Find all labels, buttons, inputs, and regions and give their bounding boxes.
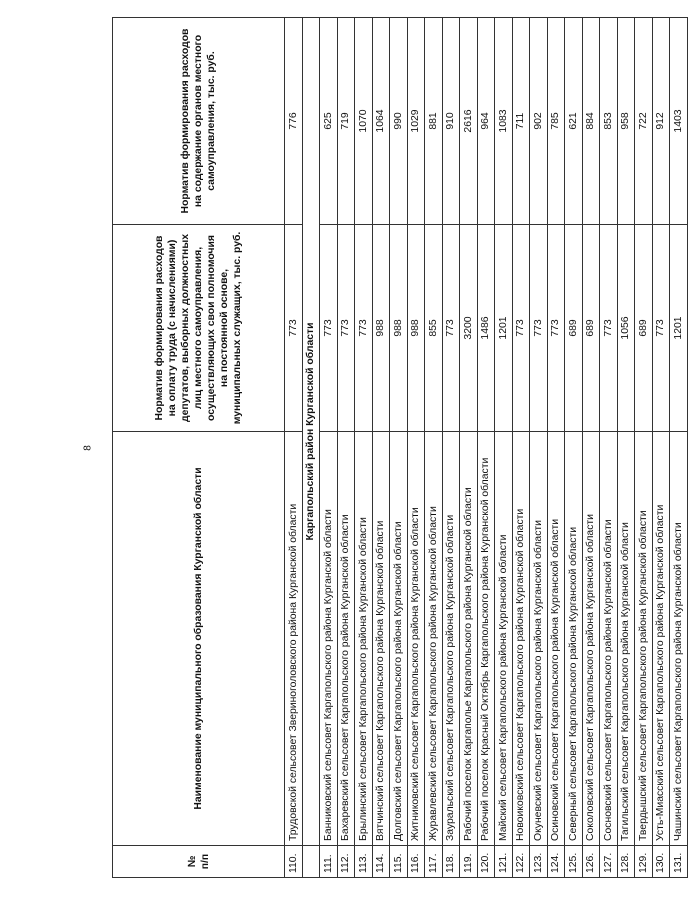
table-row bbox=[565, 18, 583, 878]
municipality-name: Трудовской сельсовет Звериноголовского района Курганской области bbox=[285, 432, 303, 846]
row-number: 125. bbox=[565, 846, 583, 878]
wage-norm-value: 773 bbox=[337, 225, 355, 432]
table-row bbox=[530, 18, 548, 878]
row-number: 117. bbox=[425, 846, 443, 878]
row-number: 126. bbox=[582, 846, 600, 878]
maintenance-norm-value: 1064 bbox=[372, 18, 390, 225]
row-number: 118. bbox=[442, 846, 460, 878]
wage-norm-value: 773 bbox=[320, 225, 338, 432]
wage-norm-value: 689 bbox=[582, 225, 600, 432]
table-row bbox=[285, 18, 303, 878]
maintenance-norm-value: 958 bbox=[617, 18, 635, 225]
section-row bbox=[302, 18, 320, 878]
maintenance-norm-value: 1029 bbox=[407, 18, 425, 225]
table-row bbox=[425, 18, 443, 878]
municipality-name: Сосновский сельсовет Каргапольского района Курганской области bbox=[600, 432, 618, 846]
municipality-name: Чашинский сельсовет Каргапольского района Курганской области bbox=[670, 432, 688, 846]
header-maintenance-norm: Норматив формирования расходов на содержание органов местного самоуправления, тыс. руб. bbox=[113, 18, 285, 225]
row-number: 114. bbox=[372, 846, 390, 878]
municipality-name: Тагильский сельсовет Каргапольского района Курганской области bbox=[617, 432, 635, 846]
table-row bbox=[337, 18, 355, 878]
table-row bbox=[512, 18, 530, 878]
municipality-name: Рабочий поселок Каргаполье Каргапольского района Курганской области bbox=[460, 432, 478, 846]
municipality-name: Усть-Миасский сельсовет Каргапольского района Курганской области bbox=[652, 432, 670, 846]
municipality-name: Долговский сельсовет Каргапольского района Курганской области bbox=[390, 432, 408, 846]
row-number: 113. bbox=[355, 846, 373, 878]
header-number: № п/п bbox=[113, 846, 285, 878]
page-number: 8 bbox=[82, 445, 94, 451]
table-row bbox=[390, 18, 408, 878]
row-number: 111. bbox=[320, 846, 338, 878]
municipality-name: Северный сельсовет Каргапольского района Курганской области bbox=[565, 432, 583, 846]
maintenance-norm-value: 910 bbox=[442, 18, 460, 225]
municipality-name: Майский сельсовет Каргапольского района Курганской области bbox=[495, 432, 513, 846]
row-number: 119. bbox=[460, 846, 478, 878]
row-number: 124. bbox=[547, 846, 565, 878]
row-number: 115. bbox=[390, 846, 408, 878]
table-row bbox=[355, 18, 373, 878]
wage-norm-value: 689 bbox=[565, 225, 583, 432]
wage-norm-value: 773 bbox=[355, 225, 373, 432]
wage-norm-value: 988 bbox=[407, 225, 425, 432]
table-row bbox=[407, 18, 425, 878]
maintenance-norm-value: 964 bbox=[477, 18, 495, 225]
maintenance-norm-value: 625 bbox=[320, 18, 338, 225]
table-row bbox=[372, 18, 390, 878]
table-row bbox=[582, 18, 600, 878]
wage-norm-value: 689 bbox=[635, 225, 653, 432]
wage-norm-value: 988 bbox=[390, 225, 408, 432]
wage-norm-value: 773 bbox=[547, 225, 565, 432]
maintenance-norm-value: 776 bbox=[285, 18, 303, 225]
maintenance-norm-value: 990 bbox=[390, 18, 408, 225]
row-number: 130. bbox=[652, 846, 670, 878]
row-number: 131. bbox=[670, 846, 688, 878]
municipality-name: Банниковский сельсовет Каргапольского района Курганской области bbox=[320, 432, 338, 846]
rotated-page bbox=[112, 18, 684, 878]
table-row bbox=[670, 18, 688, 878]
wage-norm-value: 773 bbox=[652, 225, 670, 432]
maintenance-norm-value: 621 bbox=[565, 18, 583, 225]
table-row bbox=[477, 18, 495, 878]
table-row bbox=[547, 18, 565, 878]
wage-norm-value: 855 bbox=[425, 225, 443, 432]
table-row bbox=[617, 18, 635, 878]
row-number: 123. bbox=[530, 846, 548, 878]
wage-norm-value: 1056 bbox=[617, 225, 635, 432]
maintenance-norm-value: 1070 bbox=[355, 18, 373, 225]
table-row bbox=[635, 18, 653, 878]
row-number: 116. bbox=[407, 846, 425, 878]
municipality-name: Новоиковский сельсовет Каргапольского района Курганской области bbox=[512, 432, 530, 846]
wage-norm-value: 1201 bbox=[670, 225, 688, 432]
municipality-name: Бахаревский сельсовет Каргапольского района Курганской области bbox=[337, 432, 355, 846]
row-number: 127. bbox=[600, 846, 618, 878]
table-row bbox=[600, 18, 618, 878]
municipality-name: Журавлевский сельсовет Каргапольского района Курганской области bbox=[425, 432, 443, 846]
table-row bbox=[495, 18, 513, 878]
municipality-name: Рабочий поселок Красный Октябрь Каргапольского района Курганской области bbox=[477, 432, 495, 846]
header-row bbox=[113, 18, 285, 878]
wage-norm-value: 3200 bbox=[460, 225, 478, 432]
maintenance-norm-value: 884 bbox=[582, 18, 600, 225]
maintenance-norm-value: 1403 bbox=[670, 18, 688, 225]
wage-norm-value: 773 bbox=[600, 225, 618, 432]
wage-norm-value: 773 bbox=[530, 225, 548, 432]
maintenance-norm-value: 902 bbox=[530, 18, 548, 225]
maintenance-norm-value: 785 bbox=[547, 18, 565, 225]
municipality-name: Брылинский сельсовет Каргапольского района Курганской области bbox=[355, 432, 373, 846]
row-number: 129. bbox=[635, 846, 653, 878]
table-row bbox=[652, 18, 670, 878]
header-wage-norm: Норматив формирования расходов на оплату труда (с начислениями) депутатов, выборных должностных лиц местного самоуправления, осуществляющих свои полномочия на постоянной основе, муниципальных служащих, тыс. руб. bbox=[113, 225, 285, 432]
wage-norm-value: 773 bbox=[442, 225, 460, 432]
row-number: 120. bbox=[477, 846, 495, 878]
table-row bbox=[442, 18, 460, 878]
wage-norm-value: 773 bbox=[512, 225, 530, 432]
maintenance-norm-value: 881 bbox=[425, 18, 443, 225]
maintenance-norm-value: 711 bbox=[512, 18, 530, 225]
maintenance-norm-value: 1083 bbox=[495, 18, 513, 225]
maintenance-norm-value: 853 bbox=[600, 18, 618, 225]
norms-table bbox=[112, 17, 688, 878]
section-title: Каргапольский район Курганской области bbox=[302, 18, 320, 846]
table-row bbox=[320, 18, 338, 878]
municipality-name: Зауральский сельсовет Каргапольского района Курганской области bbox=[442, 432, 460, 846]
municipality-name: Житниковский сельсовет Каргапольского района Курганской области bbox=[407, 432, 425, 846]
municipality-name: Осиновский сельсовет Каргапольского района Курганской области bbox=[547, 432, 565, 846]
row-number: 110. bbox=[285, 846, 303, 878]
row-number: 112. bbox=[337, 846, 355, 878]
municipality-name: Соколовский сельсовет Каргапольского района Курганской области bbox=[582, 432, 600, 846]
maintenance-norm-value: 719 bbox=[337, 18, 355, 225]
wage-norm-value: 1201 bbox=[495, 225, 513, 432]
municipality-name: Твердышский сельсовет Каргапольского района Курганской области bbox=[635, 432, 653, 846]
municipality-name: Вятчинский сельсовет Каргапольского района Курганской области bbox=[372, 432, 390, 846]
table-row bbox=[460, 18, 478, 878]
maintenance-norm-value: 2616 bbox=[460, 18, 478, 225]
row-number: 128. bbox=[617, 846, 635, 878]
wage-norm-value: 1486 bbox=[477, 225, 495, 432]
row-number: 121. bbox=[495, 846, 513, 878]
wage-norm-value: 988 bbox=[372, 225, 390, 432]
row-number: 122. bbox=[512, 846, 530, 878]
section-number-cell bbox=[302, 846, 320, 878]
municipality-name: Окуневский сельсовет Каргапольского района Курганской области bbox=[530, 432, 548, 846]
table-body bbox=[285, 18, 688, 878]
maintenance-norm-value: 912 bbox=[652, 18, 670, 225]
maintenance-norm-value: 722 bbox=[635, 18, 653, 225]
header-municipality-name: Наименование муниципального образования Курганской области bbox=[113, 432, 285, 846]
wage-norm-value: 773 bbox=[285, 225, 303, 432]
